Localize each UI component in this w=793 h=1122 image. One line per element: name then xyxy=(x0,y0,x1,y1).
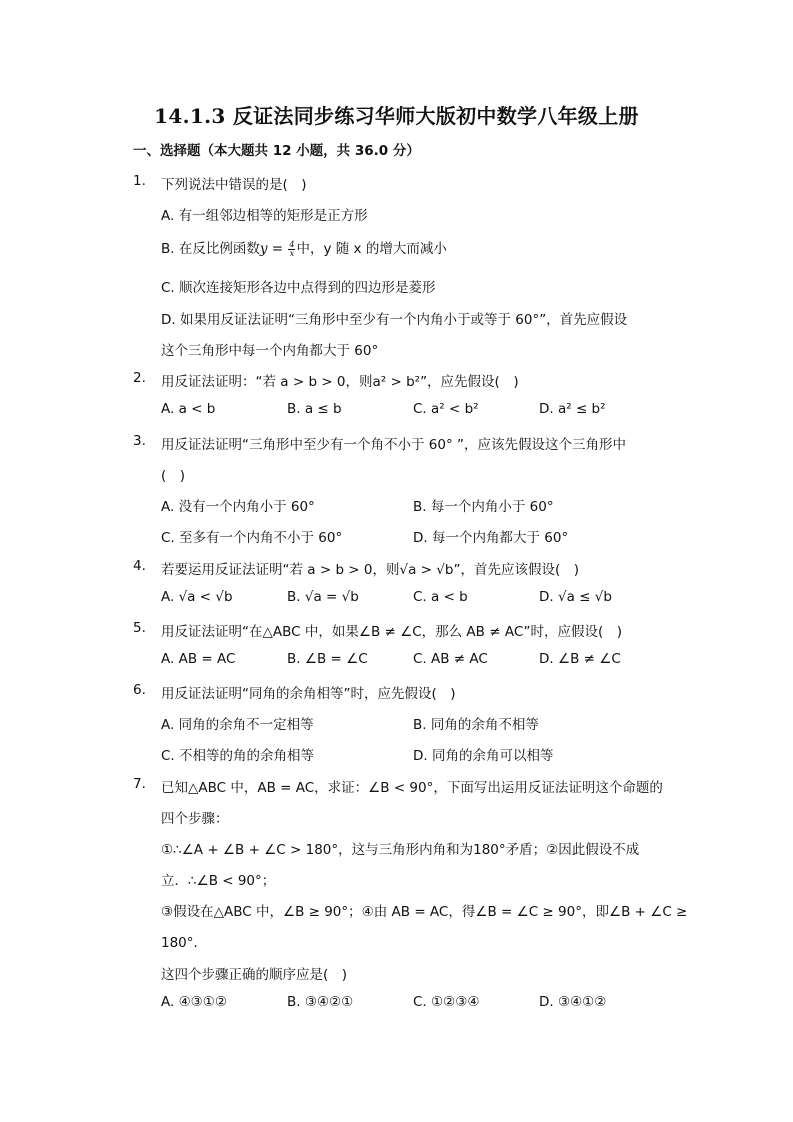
q2-option-a: A. a < b xyxy=(161,401,216,417)
q6-option-a: A. 同角的余角不一定相等 xyxy=(161,717,314,733)
q6-option-d: D. 同角的余角可以相等 xyxy=(413,748,554,764)
section-heading: 一、选择题（本大题共 12 小题，共 36.0 分） xyxy=(133,143,420,159)
q6-stem: 用反证法证明“同角的余角相等”时，应先假设( ) xyxy=(161,686,456,702)
q1-option-a: A. 有一组邻边相等的矩形是正方形 xyxy=(161,208,368,224)
q1-option-b-prefix: B. 在反比例函数 xyxy=(161,241,260,257)
q7-step-line2: 立．∴∠B < 90°； xyxy=(161,873,276,889)
q7-option-c: C. ①②③④ xyxy=(413,994,480,1010)
q1-option-d-line1: D. 如果用反证法证明“三角形中至少有一个内角小于或等于 60°”，首先应假设 xyxy=(161,312,628,328)
q7-question: 这四个步骤正确的顺序应是( ) xyxy=(161,967,348,983)
q4-stem: 若要运用反证法证明“若 a > b > 0，则√a > √b”，首先应该假设( ) xyxy=(161,562,579,578)
q7-stem-line1: 已知△ABC 中，AB = AC，求证：∠B < 90°，下面写出运用反证法证明这个命题的 xyxy=(161,780,663,796)
q7-step-line3: ③假设在△ABC 中，∠B ≥ 90°；④由 AB = AC，得∠B = ∠C ≥ 90°，即∠B + ∠C ≥ xyxy=(161,904,688,920)
q5-stem: 用反证法证明“在△ABC 中，如果∠B ≠ ∠C，那么 AB ≠ AC”时，应假设( ) xyxy=(161,624,623,640)
fraction-numerator: 4 xyxy=(289,239,295,249)
q4-option-a: A. √a < √b xyxy=(161,589,233,605)
q7-number: 7. xyxy=(133,776,146,792)
q2-option-b: B. a ≤ b xyxy=(287,401,342,417)
q7-step-line1: ①∴∠A + ∠B + ∠C > 180°，这与三角形内角和为180°矛盾；②因此假设不成 xyxy=(161,842,640,858)
q6-number: 6. xyxy=(133,682,146,698)
q3-option-c: C. 至多有一个内角不小于 60° xyxy=(161,530,343,546)
q1-option-b-function: y = xyxy=(259,241,288,257)
q4-option-c: C. a < b xyxy=(413,589,468,605)
q7-option-b: B. ③④②① xyxy=(287,994,354,1010)
q5-number: 5. xyxy=(133,620,146,636)
q1-option-b xyxy=(161,237,447,258)
q2-option-c: C. a² < b² xyxy=(413,401,479,417)
q3-option-a: A. 没有一个内角小于 60° xyxy=(161,499,315,515)
q7-option-d: D. ③④①② xyxy=(539,994,607,1010)
q1-option-c: C. 顺次连接矩形各边中点得到的四边形是菱形 xyxy=(161,280,436,296)
q6-option-c: C. 不相等的角的余角相等 xyxy=(161,748,315,764)
q1-option-b-fraction xyxy=(288,241,295,258)
q7-stem-line2: 四个步骤： xyxy=(161,811,229,827)
fraction-denominator: x xyxy=(289,248,295,258)
page-title: 14.1.3 反证法同步练习华师大版初中数学八年级上册 xyxy=(154,104,639,128)
q2-stem: 用反证法证明：“若 a > b > 0，则a² > b²”，应先假设( ) xyxy=(161,374,519,390)
q2-option-d: D. a² ≤ b² xyxy=(539,401,606,417)
q7-option-a: A. ④③①② xyxy=(161,994,227,1010)
q7-step-line4: 180°． xyxy=(161,935,208,951)
q3-option-d: D. 每一个内角都大于 60° xyxy=(413,530,569,546)
q4-option-b: B. √a = √b xyxy=(287,589,359,605)
q2-number: 2. xyxy=(133,370,146,386)
q3-stem-line1: 用反证法证明“三角形中至少有一个角不小于 60° ”，应该先假设这个三角形中 xyxy=(161,437,626,453)
q4-number: 4. xyxy=(133,558,146,574)
q6-option-b: B. 同角的余角不相等 xyxy=(413,717,539,733)
q3-stem-line2: ( ) xyxy=(161,468,186,484)
q5-option-b: B. ∠B = ∠C xyxy=(287,651,368,667)
q5-option-a: A. AB = AC xyxy=(161,651,236,667)
q1-option-d-line2: 这个三角形中每一个内角都大于 60° xyxy=(161,343,379,359)
q5-option-c: C. AB ≠ AC xyxy=(413,651,488,667)
q3-option-b: B. 每一个内角小于 60° xyxy=(413,499,554,515)
q4-option-d: D. √a ≤ √b xyxy=(539,589,612,605)
q1-number: 1. xyxy=(133,173,146,189)
q3-number: 3. xyxy=(133,433,146,449)
q1-stem: 下列说法中错误的是( ) xyxy=(161,177,307,193)
q5-option-d: D. ∠B ≠ ∠C xyxy=(539,651,621,667)
q1-option-b-suffix: 中，y 随 x 的增大而减小 xyxy=(296,241,447,257)
